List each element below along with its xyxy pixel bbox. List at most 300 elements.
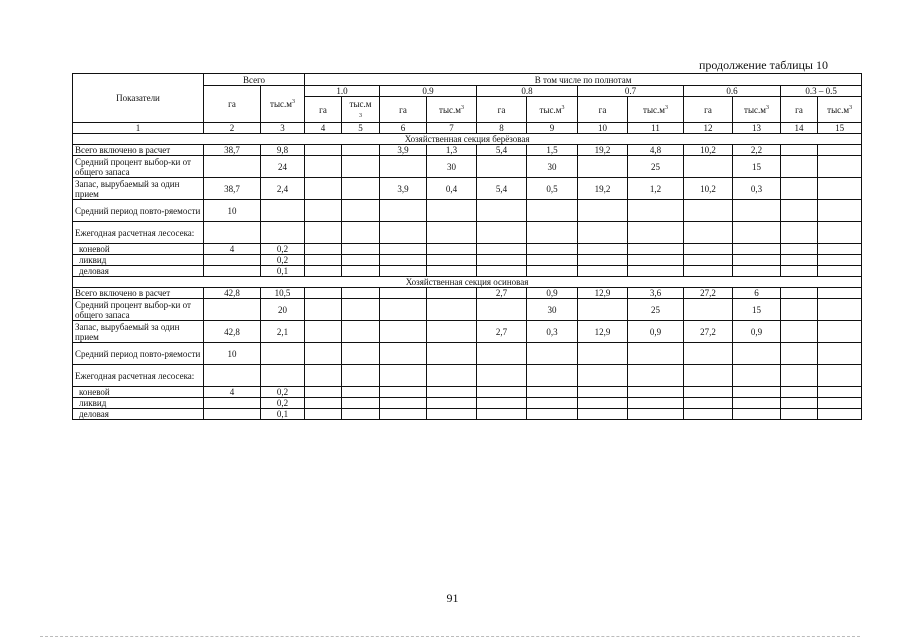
table-cell: [380, 255, 427, 266]
table-cell: [684, 156, 733, 178]
table-cell: [204, 255, 261, 266]
table-cell: [477, 365, 527, 387]
density-header: 0.3 – 0.5: [781, 86, 862, 97]
total-ga-header: га: [204, 86, 261, 123]
table-cell: [427, 255, 477, 266]
table-cell: 25: [628, 299, 684, 321]
table-cell: [628, 387, 684, 398]
table-cell: 0,9: [733, 321, 781, 343]
table-cell: [342, 156, 380, 178]
table-cell: [733, 266, 781, 277]
table-cell: [427, 266, 477, 277]
col-number: 6: [380, 123, 427, 134]
table-cell: [427, 299, 477, 321]
table-cell: 0,4: [427, 178, 477, 200]
table-cell: [578, 365, 628, 387]
col-number: 13: [733, 123, 781, 134]
col-number: 12: [684, 123, 733, 134]
density-header: 0.9: [380, 86, 477, 97]
table-cell: 0,5: [527, 178, 578, 200]
table-row: [73, 398, 862, 409]
row-label: деловая: [73, 266, 204, 277]
table-cell: [342, 178, 380, 200]
col-number: 11: [628, 123, 684, 134]
table-row: [73, 266, 862, 277]
table-cell: [733, 398, 781, 409]
table-cell: [342, 145, 380, 156]
table-cell: [628, 409, 684, 420]
table-caption: продолжение таблицы 10: [698, 58, 828, 72]
table-cell: [781, 321, 818, 343]
table-cell: [427, 321, 477, 343]
table-cell: [477, 343, 527, 365]
table-cell: [427, 222, 477, 244]
table-cell: [527, 255, 578, 266]
table-row: [73, 178, 862, 200]
table-cell: [527, 343, 578, 365]
table-cell: [305, 145, 342, 156]
table-cell: 30: [427, 156, 477, 178]
table-cell: [204, 299, 261, 321]
table-cell: [527, 200, 578, 222]
table-cell: 10: [204, 200, 261, 222]
table-cell: 12,9: [578, 288, 628, 299]
table-cell: [818, 178, 862, 200]
row-label: деловая: [73, 409, 204, 420]
by-density-header: В том числе по полнотам: [305, 74, 862, 86]
col-number: 7: [427, 123, 477, 134]
table-cell: [578, 343, 628, 365]
table-cell: 10: [204, 343, 261, 365]
table-cell: [305, 365, 342, 387]
ga-header: га: [684, 97, 733, 123]
table-cell: [628, 266, 684, 277]
table-cell: [261, 365, 305, 387]
table-cell: 5,4: [477, 178, 527, 200]
row-label: Ежегодная расчетная лесосека:: [73, 365, 204, 387]
table-cell: 38,7: [204, 145, 261, 156]
table-cell: [477, 299, 527, 321]
table-cell: [781, 145, 818, 156]
table-cell: [527, 409, 578, 420]
table-row: [73, 145, 862, 156]
m3-header: $тыс.м^3$: [733, 97, 781, 123]
table-cell: [527, 244, 578, 255]
table-cell: [684, 365, 733, 387]
table-cell: [733, 222, 781, 244]
table-cell: [818, 387, 862, 398]
table-cell: [204, 398, 261, 409]
table-cell: [578, 200, 628, 222]
table-cell: [342, 244, 380, 255]
m3-header: $тыс.м^3$: [427, 97, 477, 123]
table-cell: [684, 398, 733, 409]
table-cell: [305, 299, 342, 321]
table-cell: [477, 387, 527, 398]
table-cell: [305, 244, 342, 255]
table-cell: 0,3: [527, 321, 578, 343]
table-cell: [427, 387, 477, 398]
table-cell: [733, 365, 781, 387]
table-cell: [818, 409, 862, 420]
table-cell: [684, 244, 733, 255]
table-cell: [684, 266, 733, 277]
table-cell: [305, 409, 342, 420]
table-cell: [342, 288, 380, 299]
table-cell: 27,2: [684, 288, 733, 299]
table-cell: [305, 343, 342, 365]
table-cell: [204, 365, 261, 387]
table-cell: 10,2: [684, 178, 733, 200]
table-cell: [781, 156, 818, 178]
table-cell: [380, 244, 427, 255]
table-cell: 27,2: [684, 321, 733, 343]
row-label: Средний период повто-ряемости: [73, 200, 204, 222]
table-cell: [380, 266, 427, 277]
table-cell: 0,3: [733, 178, 781, 200]
table-cell: [818, 288, 862, 299]
col-number: 14: [781, 123, 818, 134]
table-cell: 9,8: [261, 145, 305, 156]
table-cell: [628, 343, 684, 365]
col-number: 15: [818, 123, 862, 134]
table-body: [73, 134, 862, 420]
table-cell: [781, 387, 818, 398]
table-cell: [427, 409, 477, 420]
table-cell: 1,3: [427, 145, 477, 156]
table-cell: [305, 200, 342, 222]
table-cell: 19,2: [578, 178, 628, 200]
table-cell: [684, 387, 733, 398]
table-cell: [427, 288, 477, 299]
table-row: [73, 387, 862, 398]
table-cell: [427, 244, 477, 255]
table-row: [73, 255, 862, 266]
forest-table: [72, 73, 862, 420]
table-cell: [204, 156, 261, 178]
table-cell: [380, 365, 427, 387]
table-cell: 42,8: [204, 321, 261, 343]
density-header: 0.7: [578, 86, 684, 97]
table-cell: [684, 409, 733, 420]
table-cell: [342, 321, 380, 343]
row-label: Всего включено в расчет: [73, 288, 204, 299]
table-cell: 10,2: [684, 145, 733, 156]
table-cell: [527, 222, 578, 244]
table-cell: [527, 387, 578, 398]
table-row: [73, 321, 862, 343]
table-cell: 38,7: [204, 178, 261, 200]
table-row: [73, 343, 862, 365]
section-title: Хозяйственная секция берёзовая: [73, 134, 862, 145]
table-cell: [578, 244, 628, 255]
table-cell: [204, 222, 261, 244]
table-cell: [733, 409, 781, 420]
table-row: [73, 365, 862, 387]
table-cell: [477, 244, 527, 255]
col-number: 3: [261, 123, 305, 134]
table-cell: [578, 409, 628, 420]
table-cell: [342, 222, 380, 244]
row-label: Ежегодная расчетная лесосека:: [73, 222, 204, 244]
page-number: 91: [446, 591, 459, 605]
total-header: Всего: [204, 74, 305, 86]
table-cell: 30: [527, 299, 578, 321]
table-cell: [781, 200, 818, 222]
table-cell: [380, 288, 427, 299]
table-cell: 3,9: [380, 145, 427, 156]
table-cell: 1,2: [628, 178, 684, 200]
table-cell: [305, 266, 342, 277]
table-cell: [477, 409, 527, 420]
table-cell: [578, 266, 628, 277]
table-cell: [342, 200, 380, 222]
col-number: 4: [305, 123, 342, 134]
table-row: [73, 200, 862, 222]
col-number: 5: [342, 123, 380, 134]
table-cell: 0,2: [261, 244, 305, 255]
table-cell: [342, 409, 380, 420]
row-label: Средний процент выбор-ки от общего запаса: [73, 156, 204, 178]
table-cell: [305, 398, 342, 409]
table-cell: [781, 288, 818, 299]
scan-edge-line: [40, 636, 860, 638]
table-cell: [628, 398, 684, 409]
total-m3-header: $тыс.м^3$: [261, 86, 305, 123]
table-cell: [578, 156, 628, 178]
table-cell: [818, 398, 862, 409]
table-cell: [628, 255, 684, 266]
table-cell: 0,2: [261, 387, 305, 398]
density-header: 1.0: [305, 86, 380, 97]
table-cell: [781, 398, 818, 409]
table-cell: [527, 365, 578, 387]
row-label: Средний процент выбор-ки от общего запаса: [73, 299, 204, 321]
table-cell: [684, 255, 733, 266]
density-header: 0.8: [477, 86, 578, 97]
table-cell: [781, 409, 818, 420]
table-row: [73, 222, 862, 244]
table-cell: [781, 222, 818, 244]
col-number: 9: [527, 123, 578, 134]
table-cell: 4,8: [628, 145, 684, 156]
table-cell: 4: [204, 244, 261, 255]
table-cell: [380, 222, 427, 244]
m3-header: $тыс.м^3$: [818, 97, 862, 123]
table-cell: [342, 299, 380, 321]
table-cell: [380, 343, 427, 365]
table-cell: [380, 398, 427, 409]
table-row: [73, 244, 862, 255]
col-number: 8: [477, 123, 527, 134]
row-label: коневой: [73, 244, 204, 255]
table-cell: [261, 222, 305, 244]
table-cell: [380, 387, 427, 398]
table-cell: [781, 365, 818, 387]
table-cell: 4: [204, 387, 261, 398]
table-cell: [427, 398, 477, 409]
table-cell: [781, 178, 818, 200]
table-cell: [477, 255, 527, 266]
table-cell: [305, 387, 342, 398]
table-cell: [684, 343, 733, 365]
table-cell: [781, 244, 818, 255]
row-label: ликвид: [73, 398, 204, 409]
table-row: [73, 299, 862, 321]
table-cell: [818, 255, 862, 266]
table-cell: 0,1: [261, 409, 305, 420]
table-cell: 15: [733, 299, 781, 321]
table-cell: [733, 244, 781, 255]
table-cell: 12,9: [578, 321, 628, 343]
table-cell: [818, 200, 862, 222]
table-cell: [477, 156, 527, 178]
table-cell: [204, 266, 261, 277]
table-cell: [818, 299, 862, 321]
row-label: Средний период повто-ряемости: [73, 343, 204, 365]
table-cell: [342, 343, 380, 365]
table-cell: [781, 255, 818, 266]
table-cell: 15: [733, 156, 781, 178]
m3-header: $тыс.м^3$: [628, 97, 684, 123]
table-cell: [477, 200, 527, 222]
table-cell: [477, 398, 527, 409]
table-cell: 2,7: [477, 321, 527, 343]
ga-header: га: [305, 97, 342, 123]
table-row: [73, 409, 862, 420]
table-cell: [818, 321, 862, 343]
table-cell: [628, 222, 684, 244]
table-cell: 3,9: [380, 178, 427, 200]
table-cell: 2,2: [733, 145, 781, 156]
table-cell: 5,4: [477, 145, 527, 156]
table-cell: [628, 365, 684, 387]
ga-header: га: [578, 97, 628, 123]
table-cell: [733, 343, 781, 365]
table-cell: [578, 255, 628, 266]
table-cell: [427, 343, 477, 365]
table-cell: [204, 409, 261, 420]
table-cell: [527, 266, 578, 277]
table-cell: [578, 222, 628, 244]
table-cell: [781, 266, 818, 277]
table-row: [73, 288, 862, 299]
table-cell: 6: [733, 288, 781, 299]
table-cell: [578, 398, 628, 409]
table-cell: [342, 266, 380, 277]
table-cell: [628, 244, 684, 255]
table-cell: [733, 200, 781, 222]
table-cell: [342, 365, 380, 387]
table-cell: [578, 387, 628, 398]
table-cell: 0,9: [527, 288, 578, 299]
table-cell: 0,1: [261, 266, 305, 277]
table-cell: [781, 343, 818, 365]
table-cell: 20: [261, 299, 305, 321]
table-cell: [818, 365, 862, 387]
table-cell: [305, 178, 342, 200]
table-cell: [818, 222, 862, 244]
table-cell: [628, 200, 684, 222]
table-cell: [781, 299, 818, 321]
table-cell: [305, 156, 342, 178]
m3-header: $тыс.м^3$: [527, 97, 578, 123]
table-cell: 30: [527, 156, 578, 178]
table-cell: [818, 244, 862, 255]
row-label: Всего включено в расчет: [73, 145, 204, 156]
table-cell: 0,2: [261, 398, 305, 409]
table-cell: [427, 200, 477, 222]
col-number: 10: [578, 123, 628, 134]
table-cell: [818, 266, 862, 277]
table-cell: [380, 409, 427, 420]
row-label: ликвид: [73, 255, 204, 266]
table-cell: [305, 288, 342, 299]
row-label: Запас, вырубаемый за один прием: [73, 321, 204, 343]
table-cell: 25: [628, 156, 684, 178]
table-cell: [684, 222, 733, 244]
table-cell: 2,4: [261, 178, 305, 200]
table-cell: [342, 398, 380, 409]
table-cell: [305, 255, 342, 266]
table-cell: [818, 343, 862, 365]
table-cell: [427, 365, 477, 387]
table-cell: [733, 387, 781, 398]
table-cell: 42,8: [204, 288, 261, 299]
table-cell: [261, 200, 305, 222]
col-number: 2: [204, 123, 261, 134]
indicator-header: Показатели: [73, 74, 204, 123]
table-cell: [684, 299, 733, 321]
ga-header: га: [781, 97, 818, 123]
table-cell: [818, 156, 862, 178]
table-cell: [261, 343, 305, 365]
col-number: 1: [73, 123, 204, 134]
table-cell: [733, 255, 781, 266]
table-cell: 1,5: [527, 145, 578, 156]
table-cell: [818, 145, 862, 156]
table-cell: [342, 387, 380, 398]
table-cell: 19,2: [578, 145, 628, 156]
table-cell: 3,6: [628, 288, 684, 299]
table-cell: [305, 321, 342, 343]
ga-header: га: [380, 97, 427, 123]
table-cell: 0,9: [628, 321, 684, 343]
table-row: [73, 156, 862, 178]
ga-header: га: [477, 97, 527, 123]
table-cell: 2,1: [261, 321, 305, 343]
table-cell: 10,5: [261, 288, 305, 299]
table-cell: 24: [261, 156, 305, 178]
table-cell: 2,7: [477, 288, 527, 299]
section-title: Хозяйственная секция осиновая: [73, 277, 862, 288]
row-label: коневой: [73, 387, 204, 398]
table-cell: [342, 255, 380, 266]
table-cell: [578, 299, 628, 321]
density-header: 0.6: [684, 86, 781, 97]
table-cell: [477, 266, 527, 277]
row-label: Запас, вырубаемый за один прием: [73, 178, 204, 200]
table-cell: 0,2: [261, 255, 305, 266]
table-cell: [380, 299, 427, 321]
table-cell: [380, 156, 427, 178]
table-cell: [477, 222, 527, 244]
table-cell: [684, 200, 733, 222]
table-cell: [527, 398, 578, 409]
table-cell: [305, 222, 342, 244]
table-cell: [380, 200, 427, 222]
table-cell: [380, 321, 427, 343]
